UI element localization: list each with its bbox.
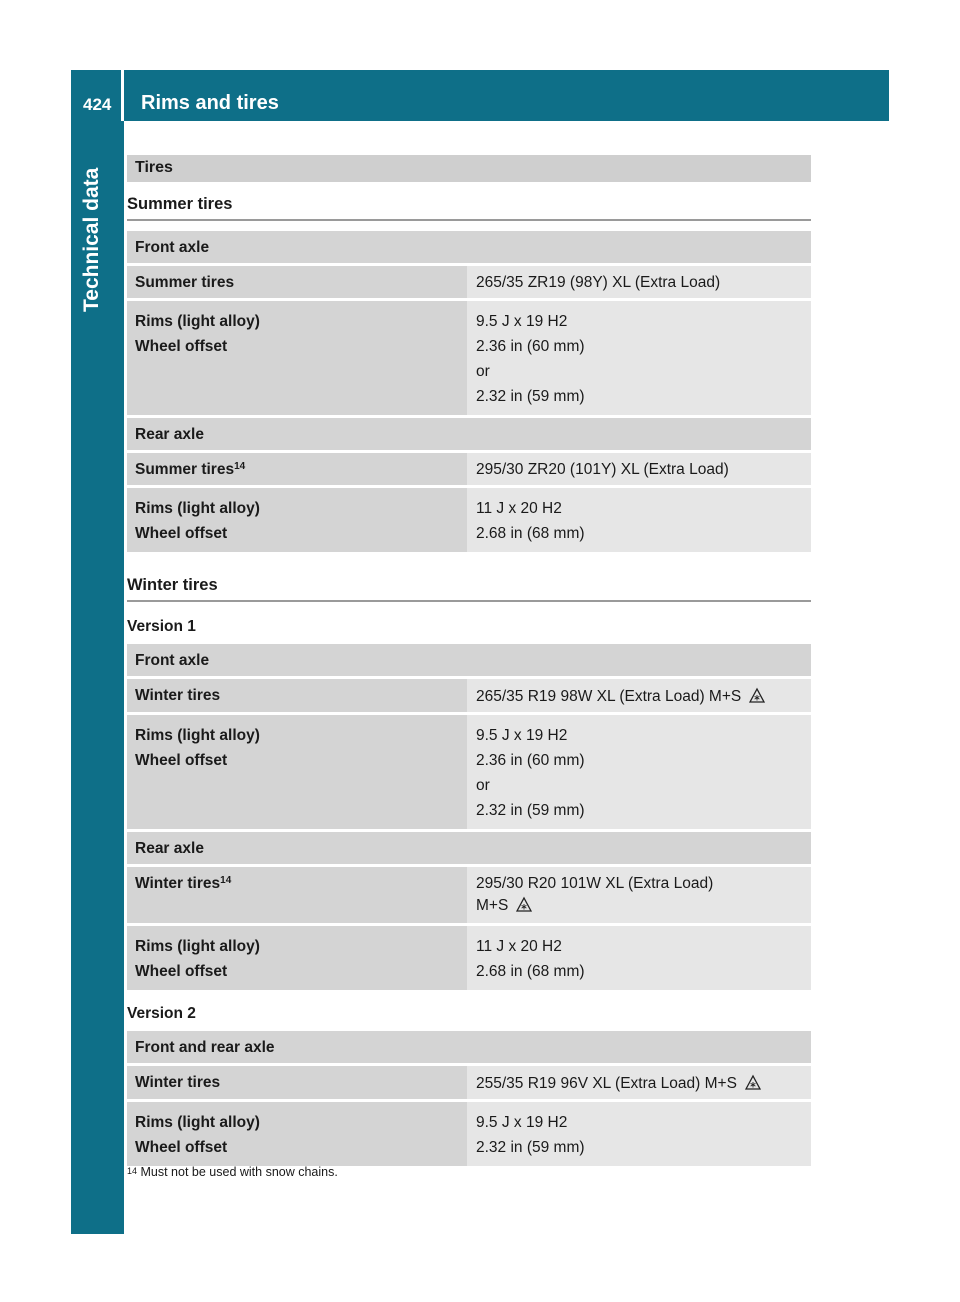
rear-axle-header: Rear axle: [127, 832, 811, 864]
row-value: [467, 488, 811, 552]
tires-label: Winter tires: [135, 875, 221, 892]
winter-v1-table: [127, 641, 811, 993]
tires-value: 265/35 R19 98W XL (Extra Load) M+S: [476, 688, 742, 705]
table-row: [127, 644, 811, 676]
table-row: [127, 1066, 811, 1099]
ms-label: M+S: [476, 897, 509, 914]
version-2-label: Version 2: [127, 1005, 196, 1022]
offset-label: Wheel offset: [135, 338, 228, 355]
winter-v2-table: [127, 1028, 811, 1169]
row-label: [127, 867, 467, 923]
table-row: [127, 715, 811, 829]
table-row: [127, 1031, 811, 1063]
row-value: [467, 715, 811, 829]
page-number: 424: [83, 95, 112, 114]
row-label: Summer tires: [127, 266, 467, 298]
offset-or: or: [476, 777, 490, 794]
row-value: [467, 867, 811, 923]
front-axle-header: Front axle: [127, 231, 811, 263]
table-row: [127, 488, 811, 552]
axle-header: Front and rear axle: [127, 1031, 811, 1063]
offset-value: 2.32 in (59 mm): [476, 802, 585, 819]
row-value: [467, 1102, 811, 1166]
rims-label: Rims (light alloy): [135, 938, 260, 955]
table-row: [127, 867, 811, 923]
table-row: [127, 231, 811, 263]
row-label: Winter tires: [127, 679, 467, 712]
rims-value: 11 J x 20 H2: [476, 500, 562, 517]
footnote-ref: 14: [220, 875, 232, 886]
offset-value: 2.36 in (60 mm): [476, 338, 585, 355]
row-value: [467, 1066, 811, 1099]
offset-or: or: [476, 363, 490, 380]
version-1-label: Version 1: [127, 618, 196, 635]
table-row: [127, 679, 811, 712]
tires-value-line-2: [476, 895, 803, 917]
table-row: [127, 266, 811, 298]
row-label: [127, 715, 467, 829]
front-axle-header: Front axle: [127, 644, 811, 676]
offset-label: Wheel offset: [135, 963, 228, 980]
section-title: Tires: [127, 155, 811, 182]
table-row: [127, 926, 811, 990]
offset-value: 2.68 in (68 mm): [476, 525, 585, 542]
summer-tires-heading: Summer tires: [127, 195, 811, 221]
table-row: [127, 832, 811, 864]
footnote-marker: 14: [127, 1166, 138, 1176]
mountain-snowflake-icon: [516, 896, 532, 912]
row-label: [127, 453, 467, 485]
offset-label: Wheel offset: [135, 525, 228, 542]
offset-label: Wheel offset: [135, 752, 228, 769]
footnote: [127, 1165, 338, 1179]
tires-label: Summer tires: [135, 461, 235, 478]
footnote-ref: 14: [234, 461, 246, 472]
row-value: [467, 679, 811, 712]
offset-value: 2.68 in (68 mm): [476, 963, 585, 980]
rims-label: Rims (light alloy): [135, 727, 260, 744]
table-row: [127, 1102, 811, 1166]
page-header: [71, 70, 889, 121]
page-title: Rims and tires: [141, 92, 279, 114]
row-value: 265/35 ZR19 (98Y) XL (Extra Load): [467, 266, 811, 298]
table-row: [127, 418, 811, 450]
rims-value: 9.5 J x 19 H2: [476, 313, 568, 330]
winter-tires-heading: Winter tires: [127, 576, 811, 602]
offset-value: 2.32 in (59 mm): [476, 1139, 585, 1156]
rims-label: Rims (light alloy): [135, 500, 260, 517]
rims-label: Rims (light alloy): [135, 1114, 260, 1131]
offset-label: Wheel offset: [135, 1139, 228, 1156]
rims-value: 11 J x 20 H2: [476, 938, 562, 955]
offset-value: 2.32 in (59 mm): [476, 388, 585, 405]
row-label: Winter tires: [127, 1066, 467, 1099]
footnote-text: Must not be used with snow chains.: [140, 1165, 338, 1179]
table-row: [127, 301, 811, 415]
row-label: [127, 1102, 467, 1166]
row-value: [467, 926, 811, 990]
summer-tires-table: [127, 228, 811, 555]
rims-value: 9.5 J x 19 H2: [476, 727, 568, 744]
offset-value: 2.36 in (60 mm): [476, 752, 585, 769]
side-tab-label: [80, 259, 104, 312]
row-value: [467, 301, 811, 415]
main-content: [127, 155, 811, 1169]
table-row: [127, 453, 811, 485]
tires-value-line-1: 295/30 R20 101W XL (Extra Load): [476, 875, 714, 892]
mountain-snowflake-icon: [749, 687, 765, 703]
tires-value: 255/35 R19 96V XL (Extra Load) M+S: [476, 1075, 737, 1092]
row-label: [127, 926, 467, 990]
row-label: [127, 301, 467, 415]
rims-label: Rims (light alloy): [135, 313, 260, 330]
rims-value: 9.5 J x 19 H2: [476, 1114, 568, 1131]
rear-axle-header: Rear axle: [127, 418, 811, 450]
row-label: [127, 488, 467, 552]
row-value: 295/30 ZR20 (101Y) XL (Extra Load): [467, 453, 811, 485]
mountain-snowflake-icon: [745, 1074, 761, 1090]
page-number-box: [71, 70, 124, 121]
